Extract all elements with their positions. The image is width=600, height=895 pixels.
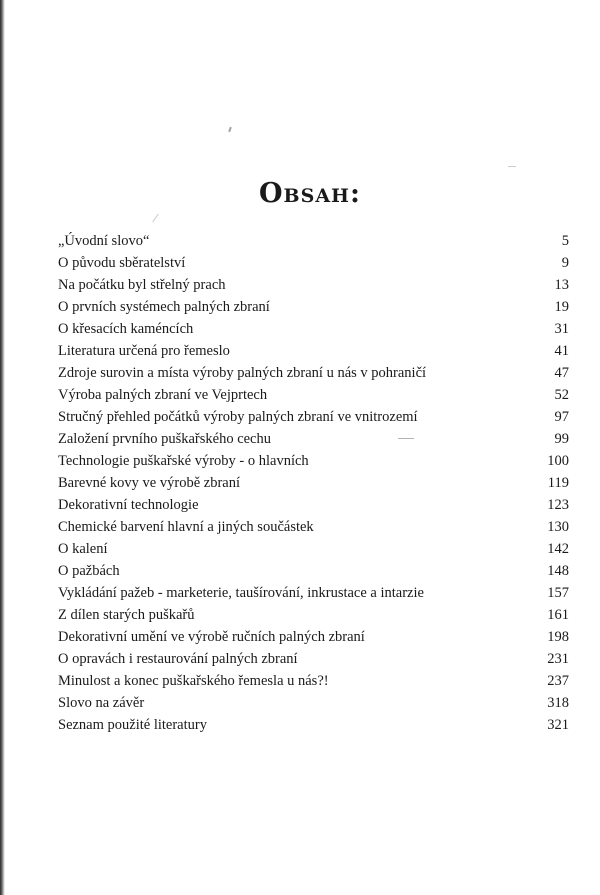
toc-entry[interactable] (58, 362, 569, 384)
toc-entry[interactable] (58, 494, 569, 516)
toc-entry-title: Dekorativní umění ve výrobě ručních palných zbraní (58, 629, 365, 645)
toc-entry-page-number: 119 (547, 475, 569, 491)
toc-entry-title: Na počátku byl střelný prach (58, 277, 226, 293)
toc-entry[interactable] (58, 450, 569, 472)
toc-entry-title: Barevné kovy ve výrobě zbraní (58, 475, 240, 491)
toc-entry-title: Vykládání pažeb - marketerie, taušírování, inkrustace a intarzie (58, 585, 424, 601)
toc-entry-page-number: 157 (547, 585, 569, 601)
toc-entry[interactable] (58, 626, 569, 648)
toc-entry-page-number: 52 (554, 387, 569, 403)
scan-speck (508, 166, 516, 167)
toc-entry[interactable] (58, 516, 569, 538)
toc-entry-title: Minulost a konec puškařského řemesla u nás?! (58, 673, 329, 689)
toc-entry-page-number: 5 (561, 233, 569, 249)
toc-entry[interactable] (58, 428, 569, 450)
toc-entry-page-number: 41 (554, 343, 569, 359)
toc-entry[interactable] (58, 692, 569, 714)
toc-entry-title: Stručný přehled počátků výroby palných zbraní ve vnitrozemí (58, 409, 418, 425)
toc-entry[interactable] (58, 230, 569, 252)
toc-entry-page-number: 231 (547, 651, 569, 667)
toc-entry-title: O křesacích kaméncích (58, 321, 194, 337)
toc-entry-title: Seznam použité literatury (58, 717, 207, 733)
toc-entry-title: Slovo na závěr (58, 695, 145, 711)
toc-entry-page-number: 9 (561, 255, 569, 271)
toc-entry-page-number: 19 (554, 299, 569, 315)
toc-entry[interactable] (58, 274, 569, 296)
toc-entry[interactable] (58, 648, 569, 670)
toc-entry-title: Literatura určená pro řemeslo (58, 343, 230, 359)
toc-entry-page-number: 237 (547, 673, 569, 689)
toc-entry-page-number: 161 (547, 607, 569, 623)
toc-entry-title: Založení prvního puškařského cechu (58, 431, 271, 447)
toc-entry-page-number: 97 (554, 409, 569, 425)
toc-entry-page-number: 142 (547, 541, 569, 557)
toc-entry-page-number: 13 (554, 277, 569, 293)
toc-entry[interactable] (58, 560, 569, 582)
page-title: Obsah: (259, 178, 361, 210)
toc-entry[interactable] (58, 384, 569, 406)
toc-entry-page-number: 198 (547, 629, 569, 645)
toc-entry-page-number: 31 (554, 321, 569, 337)
toc-entry[interactable] (58, 670, 569, 692)
toc-entry-page-number: 100 (547, 453, 569, 469)
toc-entry[interactable] (58, 296, 569, 318)
toc-entry-title: O původu sběratelství (58, 255, 186, 271)
toc-entry-title: O pažbách (58, 563, 120, 579)
toc-entry-title: O kalení (58, 541, 108, 557)
toc-entry-title: Výroba palných zbraní ve Vejprtech (58, 387, 268, 403)
page-edge-shadow (0, 0, 5, 895)
scan-speck (152, 214, 159, 223)
toc-entry[interactable] (58, 538, 569, 560)
toc-entry-page-number: 47 (554, 365, 569, 381)
toc-entry-title: „Úvodní slovo“ (58, 233, 150, 249)
toc-entry-title: Z dílen starých puškařů (58, 607, 195, 623)
toc-entry-page-number: 123 (547, 497, 569, 513)
scan-speck (228, 127, 232, 132)
toc-entry[interactable] (58, 582, 569, 604)
toc-entry-page-number: 318 (547, 695, 569, 711)
toc-entry-page-number: 321 (547, 717, 569, 733)
toc-entry[interactable] (58, 604, 569, 626)
toc-entry-page-number: 130 (547, 519, 569, 535)
toc-entry-title: Dekorativní technologie (58, 497, 199, 513)
toc-entry[interactable] (58, 252, 569, 274)
toc-entry-title: O opravách i restaurování palných zbraní (58, 651, 298, 667)
toc-entry[interactable] (58, 318, 569, 340)
toc-entry[interactable] (58, 714, 569, 736)
toc-entry-title: Chemické barvení hlavní a jiných součástek (58, 519, 314, 535)
toc-entry-page-number: 148 (547, 563, 569, 579)
toc-entry[interactable] (58, 406, 569, 428)
toc-entry-title: Technologie puškařské výroby - o hlavních (58, 453, 309, 469)
toc-entry[interactable] (58, 340, 569, 362)
toc-entry-title: Zdroje surovin a místa výroby palných zbraní u nás v pohraničí (58, 365, 427, 381)
toc-entry-page-number: 99 (554, 431, 569, 447)
table-of-contents (58, 230, 569, 736)
toc-entry[interactable] (58, 472, 569, 494)
toc-entry-title: O prvních systémech palných zbraní (58, 299, 270, 315)
